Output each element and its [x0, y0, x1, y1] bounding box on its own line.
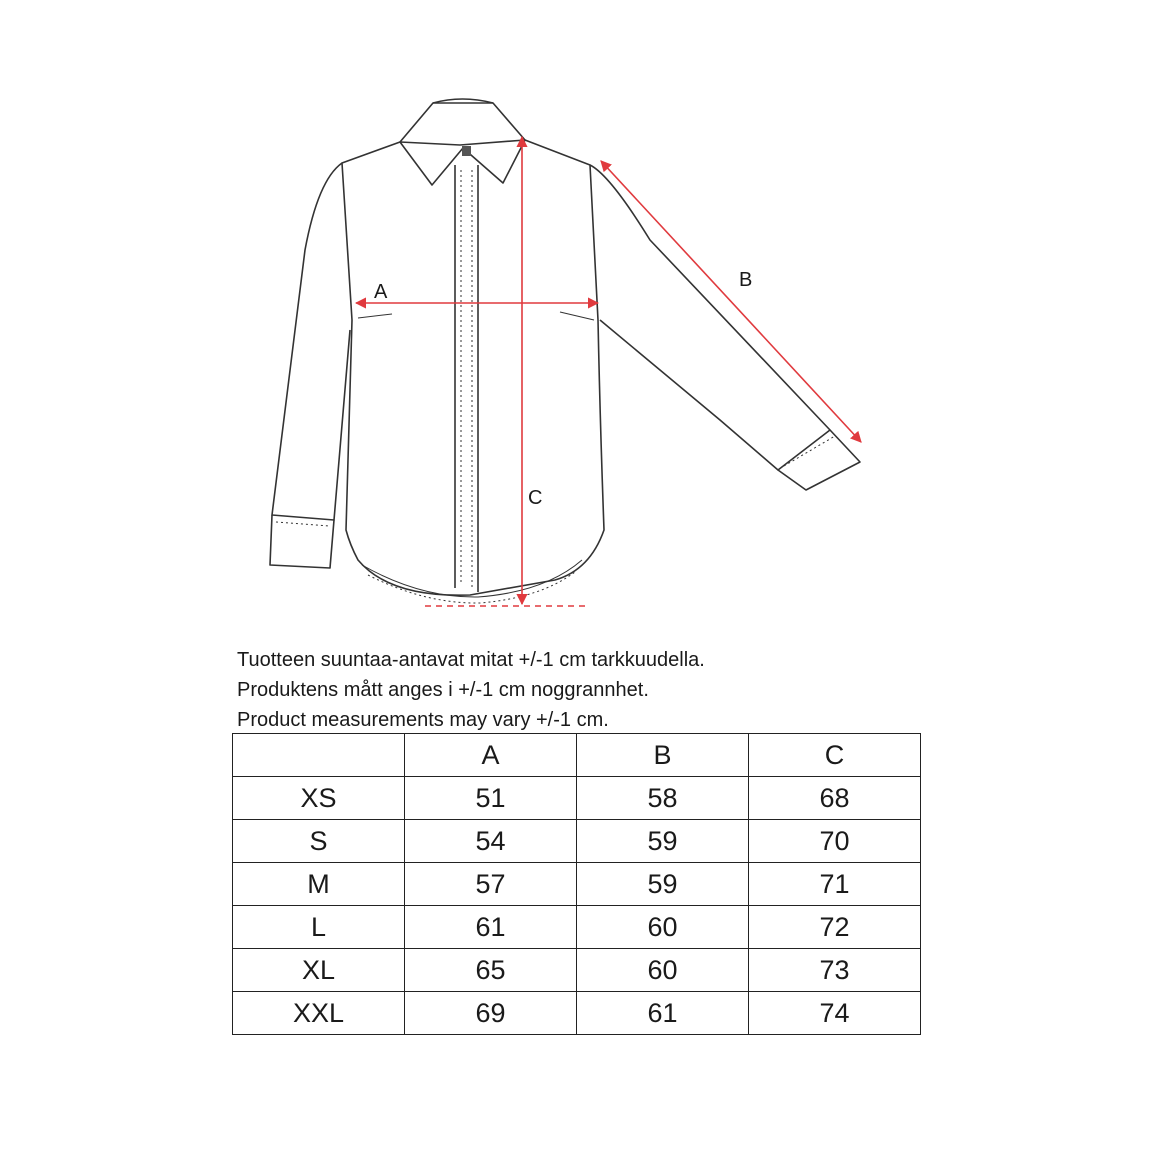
value-cell: 69 — [405, 992, 577, 1035]
size-cell: XS — [233, 777, 405, 820]
value-cell: 60 — [577, 949, 749, 992]
value-cell: 59 — [577, 820, 749, 863]
value-cell: 51 — [405, 777, 577, 820]
table-row — [233, 863, 921, 906]
size-cell: S — [233, 820, 405, 863]
note-english: Product measurements may vary +/-1 cm. — [237, 709, 609, 731]
measure-c-label: C — [528, 487, 543, 509]
value-cell: 70 — [749, 820, 921, 863]
value-cell: 57 — [405, 863, 577, 906]
value-cell: 73 — [749, 949, 921, 992]
value-cell: 71 — [749, 863, 921, 906]
table-row — [233, 777, 921, 820]
value-cell: 68 — [749, 777, 921, 820]
header-cell-empty — [233, 734, 405, 777]
size-cell: L — [233, 906, 405, 949]
note-finnish: Tuotteen suuntaa-antavat mitat +/-1 cm tarkkuudella. — [237, 649, 705, 671]
measure-b-arrow — [601, 161, 861, 442]
header-cell-a: A — [405, 734, 577, 777]
size-cell: XXL — [233, 992, 405, 1035]
size-table — [232, 733, 921, 1035]
shirt-outline — [270, 99, 860, 603]
measurement-notes — [237, 645, 937, 735]
value-cell: 74 — [749, 992, 921, 1035]
table-row — [233, 992, 921, 1035]
size-cell: XL — [233, 949, 405, 992]
measure-a-label: A — [374, 281, 388, 303]
value-cell: 59 — [577, 863, 749, 906]
table-header-row — [233, 734, 921, 777]
measure-lines — [356, 137, 861, 606]
value-cell: 54 — [405, 820, 577, 863]
value-cell: 61 — [405, 906, 577, 949]
note-swedish: Produktens mått anges i +/-1 cm noggrannhet. — [237, 679, 649, 701]
size-cell: M — [233, 863, 405, 906]
table-row — [233, 906, 921, 949]
value-cell: 60 — [577, 906, 749, 949]
value-cell: 58 — [577, 777, 749, 820]
value-cell: 65 — [405, 949, 577, 992]
measure-b-label: B — [739, 269, 753, 291]
table-row — [233, 949, 921, 992]
header-cell-c: C — [749, 734, 921, 777]
header-cell-b: B — [577, 734, 749, 777]
value-cell: 61 — [577, 992, 749, 1035]
table-row — [233, 820, 921, 863]
value-cell: 72 — [749, 906, 921, 949]
